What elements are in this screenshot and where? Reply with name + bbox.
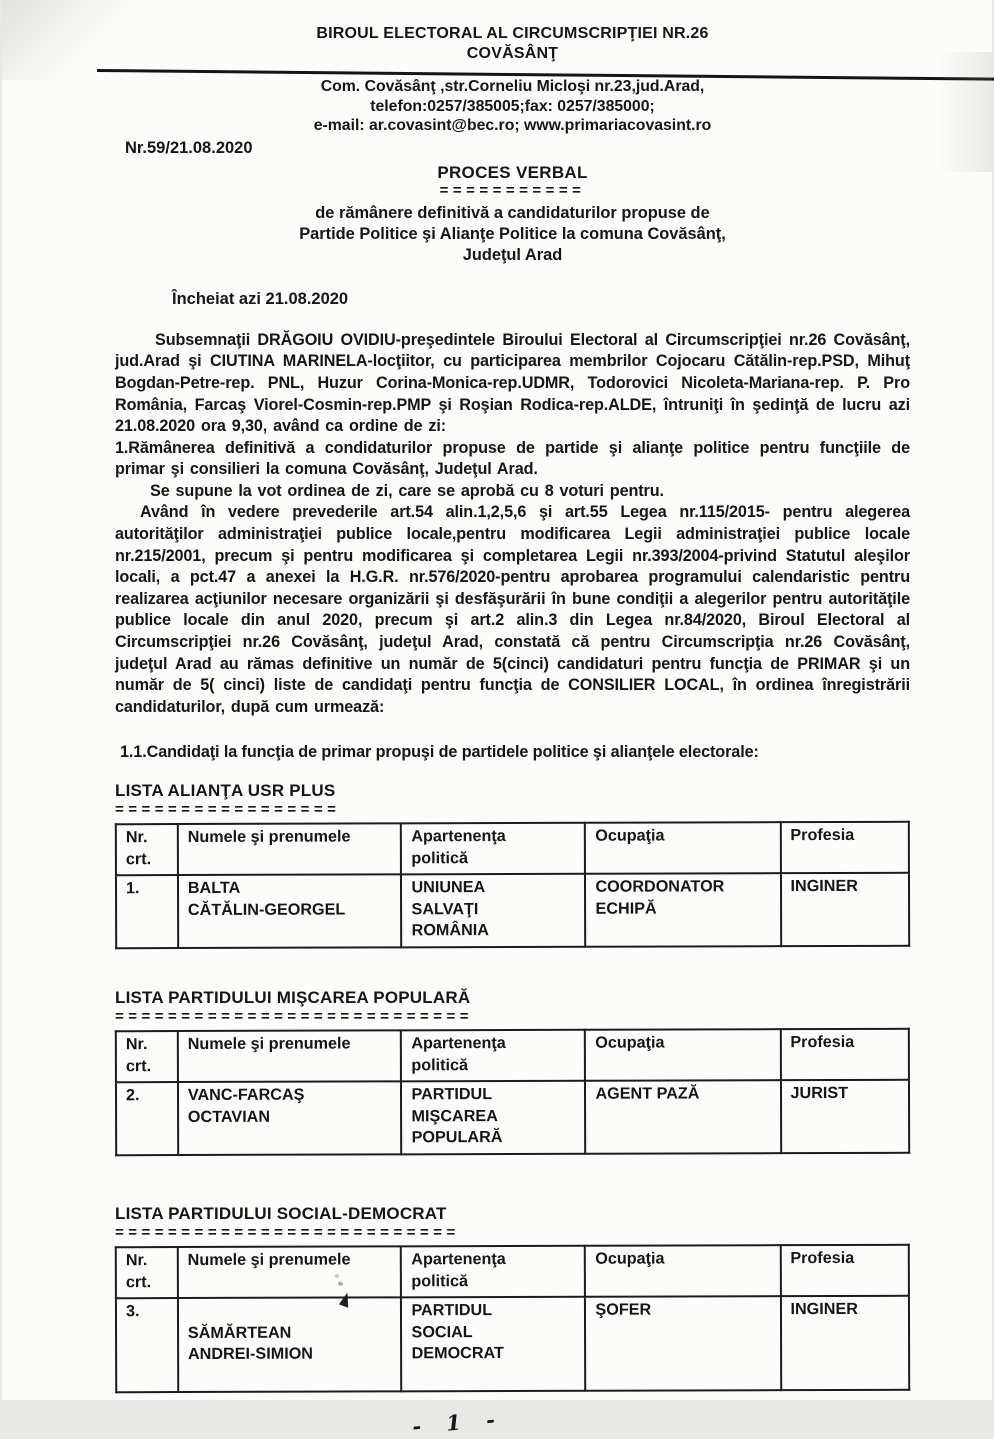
- list-title: LISTA ALIANŢA USR PLUS: [115, 781, 336, 801]
- list-usr-plus: [115, 781, 910, 948]
- header-address: Com. Covăsânţ ,str.Corneliu Micloşi nr.23,jud.Arad,: [320, 78, 705, 95]
- cell-occupation: COORDONATOR ECHIPĂ: [585, 874, 780, 947]
- doc-title: PROCES VERBAL: [437, 162, 588, 182]
- col-header-party: Apartenenţa politică: [401, 823, 585, 875]
- list-underline: ===========================: [115, 1007, 474, 1025]
- header-org-line2: COVĂSÂNŢ: [466, 45, 559, 62]
- cell-occupation: AGENT PAZĂ: [585, 1080, 780, 1153]
- cell-nr: 2.: [116, 1082, 178, 1155]
- subtitle-line-1: de rămânere definitivă a candidaturilor propuse de: [315, 203, 710, 222]
- table-row: [116, 1080, 909, 1155]
- list-underline: =================: [115, 801, 341, 819]
- cell-nr: 3.: [116, 1298, 178, 1392]
- cell-occupation: ŞOFER: [585, 1297, 780, 1392]
- header-email: e-mail: ar.covasint@bec.ro; www.primariacovasint.ro: [313, 117, 712, 134]
- document-page: [2, 0, 992, 1439]
- table-header-row: [116, 1029, 909, 1082]
- cell-party: UNIUNEA SALVAŢI ROMÂNIA: [401, 874, 585, 947]
- col-header-party: Apartenenţa politică: [401, 1030, 585, 1082]
- cell-nr: 1.: [116, 875, 178, 948]
- handwritten-page-number: - 1 -: [410, 1406, 505, 1439]
- header-phone: telefon:0257/385005;fax: 0257/385000;: [370, 97, 655, 115]
- cell-name-text: SĂMĂRTEAN ANDREI-SIMION: [187, 1323, 313, 1364]
- paragraph-members: Subsemnaţii DRĂGOIU OVIDIU-preşedintele Biroului Electoral al Circumscripţiei nr.26 Covăsânţ, jud.Arad şi CIUTINA MARINELA-locţiitor, cu participarea membrilor Cojocaru Cătălin-rep.PSD, Mihuţ Bogdan-Petre-rep. PNL, Huzur Corina-Monica-rep.UDMR, Todorovici Nicoleta-Mariana-rep. P. Pro România, Farcaş Viorel-Cosmin-rep.PMP şi Roşian Rodica-rep.ALDE, întruniţi în şedinţă de lucru azi 21.08.2020 ora 9,30, având ca ordine de zi:: [115, 330, 910, 436]
- col-header-profession: Profesia: [780, 1245, 909, 1296]
- col-header-nr: Nr. crt.: [116, 1247, 178, 1298]
- col-header-nr: Nr. crt.: [116, 824, 178, 875]
- paragraph-legal-basis: Având în vedere prevederile art.54 alin.1,2,5,6 şi art.55 Legea nr.115/2015- pentru alegerea autorităţilor administraţiei publice locale,pentru modificarea Legii administraţiei publice locale nr.215/2001, precum şi pentru modificarea şi completarea Legii nr.393/2004-privind Statutul aleşilor locali, a pct.47 a anexei la H.G.R. nr.576/2020-pentru aprobarea programului calendaristic pentru realizarea acţiunilor necesare organizării şi desfăşurării în bune condiţii a alegerilor pentru autorităţile publice locale din anul 2020, precum şi art.2 alin.3 din Legea nr.84/2020, Biroul Electoral al Circumscripţiei nr.26 Covăsânţ, judeţul Arad, constată că pentru Circumscripţia nr.26 Covăsânţ, judeţul Arad au rămas definitive un număr de 5(cinci) candidaturi pentru funcţia de PRIMAR şi un număr de 5( cinci) liste de candidaţi pentru funcţia de CONSILIER LOCAL, în ordinea înregistrării candidaturilor, după cum urmează:: [115, 503, 910, 716]
- cell-profession: INGINER: [780, 873, 909, 946]
- cell-profession: JURIST: [780, 1080, 909, 1153]
- table-header-row: [116, 1245, 909, 1298]
- col-header-name: Numele şi prenumele: [178, 1247, 402, 1299]
- doc-number: Nr.59/21.08.2020: [125, 138, 253, 157]
- col-header-nr: Nr. crt.: [116, 1031, 178, 1082]
- candidates-table: [115, 821, 910, 949]
- subtitle-line-3: Judeţul Arad: [462, 246, 563, 265]
- col-header-profession: Profesia: [780, 1029, 909, 1080]
- col-header-profession: Profesia: [780, 822, 909, 873]
- table-row: [116, 873, 909, 948]
- list-underline: ==========================: [115, 1224, 460, 1242]
- cell-name: VANC-FARCAŞ OCTAVIAN: [178, 1081, 402, 1154]
- cell-name: BALTA CĂTĂLIN-GEORGEL: [178, 875, 402, 948]
- col-header-party: Apartenenţa politică: [401, 1246, 585, 1298]
- subtitle-line-2: Partide Politice şi Alianţe Politice la comuna Covăsânţ,: [299, 224, 726, 243]
- col-header-name: Numele şi prenumele: [178, 1030, 402, 1082]
- col-header-occupation: Ocupaţia: [585, 1246, 780, 1298]
- table-header-row: [116, 822, 909, 875]
- paragraph-vote: Se supune la vot ordinea de zi, care se aprobă cu 8 voturi pentru.: [150, 481, 664, 500]
- list-title: LISTA PARTIDULUI MIŞCAREA POPULARĂ: [115, 987, 471, 1007]
- candidates-table: [115, 1028, 910, 1156]
- list-social-democrat: [115, 1204, 910, 1392]
- header-org-line1: BIROUL ELECTORAL AL CIRCUMSCRIPŢIEI NR.26: [316, 25, 709, 42]
- cell-party: PARTIDUL MIŞCAREA POPULARĂ: [401, 1081, 585, 1154]
- date-line: Încheiat azi 21.08.2020: [172, 289, 349, 308]
- col-header-occupation: Ocupaţia: [585, 1029, 780, 1081]
- candidates-table: [115, 1244, 910, 1393]
- section-heading: 1.1.Candidaţi la funcţia de primar propuşi de partidele politice şi alianţele electorale:: [120, 743, 759, 762]
- col-header-occupation: Ocupaţia: [585, 823, 780, 875]
- table-row: [116, 1296, 909, 1392]
- list-miscarea-populara: [115, 988, 910, 1155]
- title-underline: ===========: [439, 181, 586, 199]
- page-footer: [115, 1405, 910, 1439]
- cell-name: [178, 1298, 402, 1393]
- cell-party: PARTIDUL SOCIAL DEMOCRAT: [401, 1297, 585, 1392]
- paragraph-agenda-item: 1.Rămânerea definitivă a condidaturilor propuse de partide şi alianţe politice pentru funcţiile de primar şi consilieri la comuna Covăsânţ, Judeţul Arad.: [115, 438, 910, 479]
- cell-profession: INGINER: [780, 1296, 909, 1390]
- col-header-name: Numele şi prenumele: [178, 824, 402, 876]
- list-title: LISTA PARTIDULUI SOCIAL-DEMOCRAT: [115, 1204, 447, 1224]
